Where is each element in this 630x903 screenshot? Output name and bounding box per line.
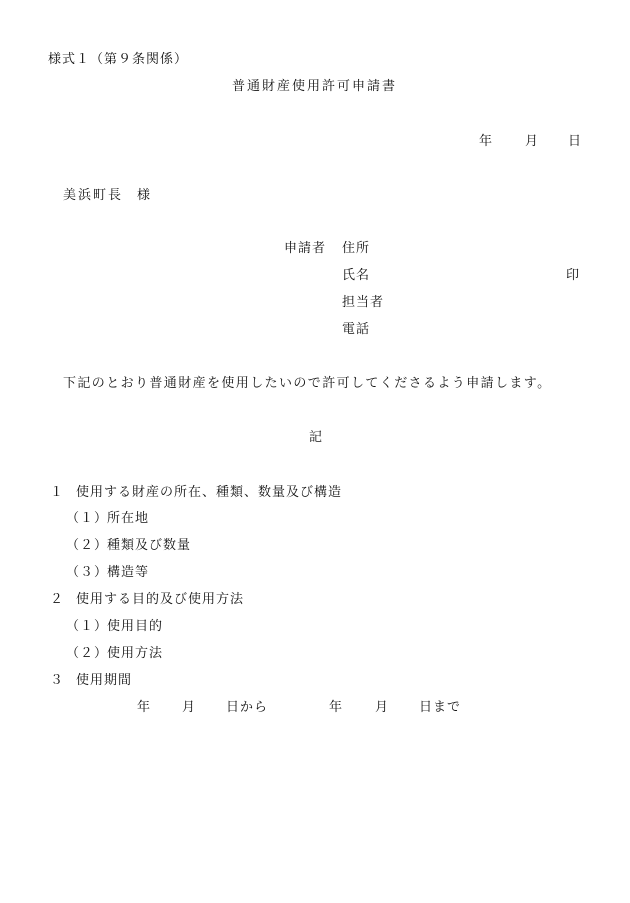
item2-number: ２ — [50, 592, 65, 607]
ki-heading: 記 — [309, 430, 324, 445]
date-year-label: 年 — [479, 134, 494, 149]
item2-sub1-number: （１） — [66, 619, 109, 634]
item2-sub2-number: （２） — [66, 646, 109, 661]
item3-label: 使用期間 — [76, 673, 133, 688]
item1-sub1-number: （１） — [66, 511, 109, 526]
period-start-year: 年 — [137, 700, 152, 715]
period-end-month: 月 — [375, 700, 390, 715]
item2-sub2-label: 使用方法 — [107, 646, 164, 661]
period-start-month: 月 — [182, 700, 197, 715]
item1-sub2-number: （２） — [66, 538, 109, 553]
item2-sub1-label: 使用目的 — [107, 619, 164, 634]
period-end-day: 日まで — [419, 700, 462, 715]
seal-mark: 印 — [566, 268, 581, 283]
date-month-label: 月 — [525, 134, 540, 149]
item1-sub1-label: 所在地 — [107, 511, 150, 526]
applicant-address-label: 住所 — [342, 241, 371, 256]
addressee-name: 美浜町長 — [63, 188, 124, 203]
document-title: 普通財産使用許可申請書 — [232, 79, 398, 94]
contact-person-label: 担当者 — [342, 295, 385, 310]
addressee-honorific: 様 — [137, 188, 152, 203]
applicant-label: 申請者 — [284, 241, 327, 256]
item1-label: 使用する財産の所在、種類、数量及び構造 — [76, 485, 343, 500]
item2-label: 使用する目的及び使用方法 — [76, 592, 245, 607]
item1-sub2-label: 種類及び数量 — [107, 538, 192, 553]
item3-number: ３ — [50, 673, 65, 688]
item1-number: １ — [50, 485, 65, 500]
period-start-day: 日から — [226, 700, 269, 715]
period-end-year: 年 — [329, 700, 344, 715]
date-day-label: 日 — [568, 134, 583, 149]
form-number: 様式１（第９条関係） — [48, 52, 189, 67]
body-text: 下記のとおり普通財産を使用したいので許可してくださるよう申請します。 — [63, 376, 552, 391]
item1-sub3-number: （３） — [66, 565, 109, 580]
applicant-name-label: 氏名 — [342, 268, 371, 283]
item1-sub3-label: 構造等 — [107, 565, 150, 580]
phone-label: 電話 — [342, 322, 371, 337]
